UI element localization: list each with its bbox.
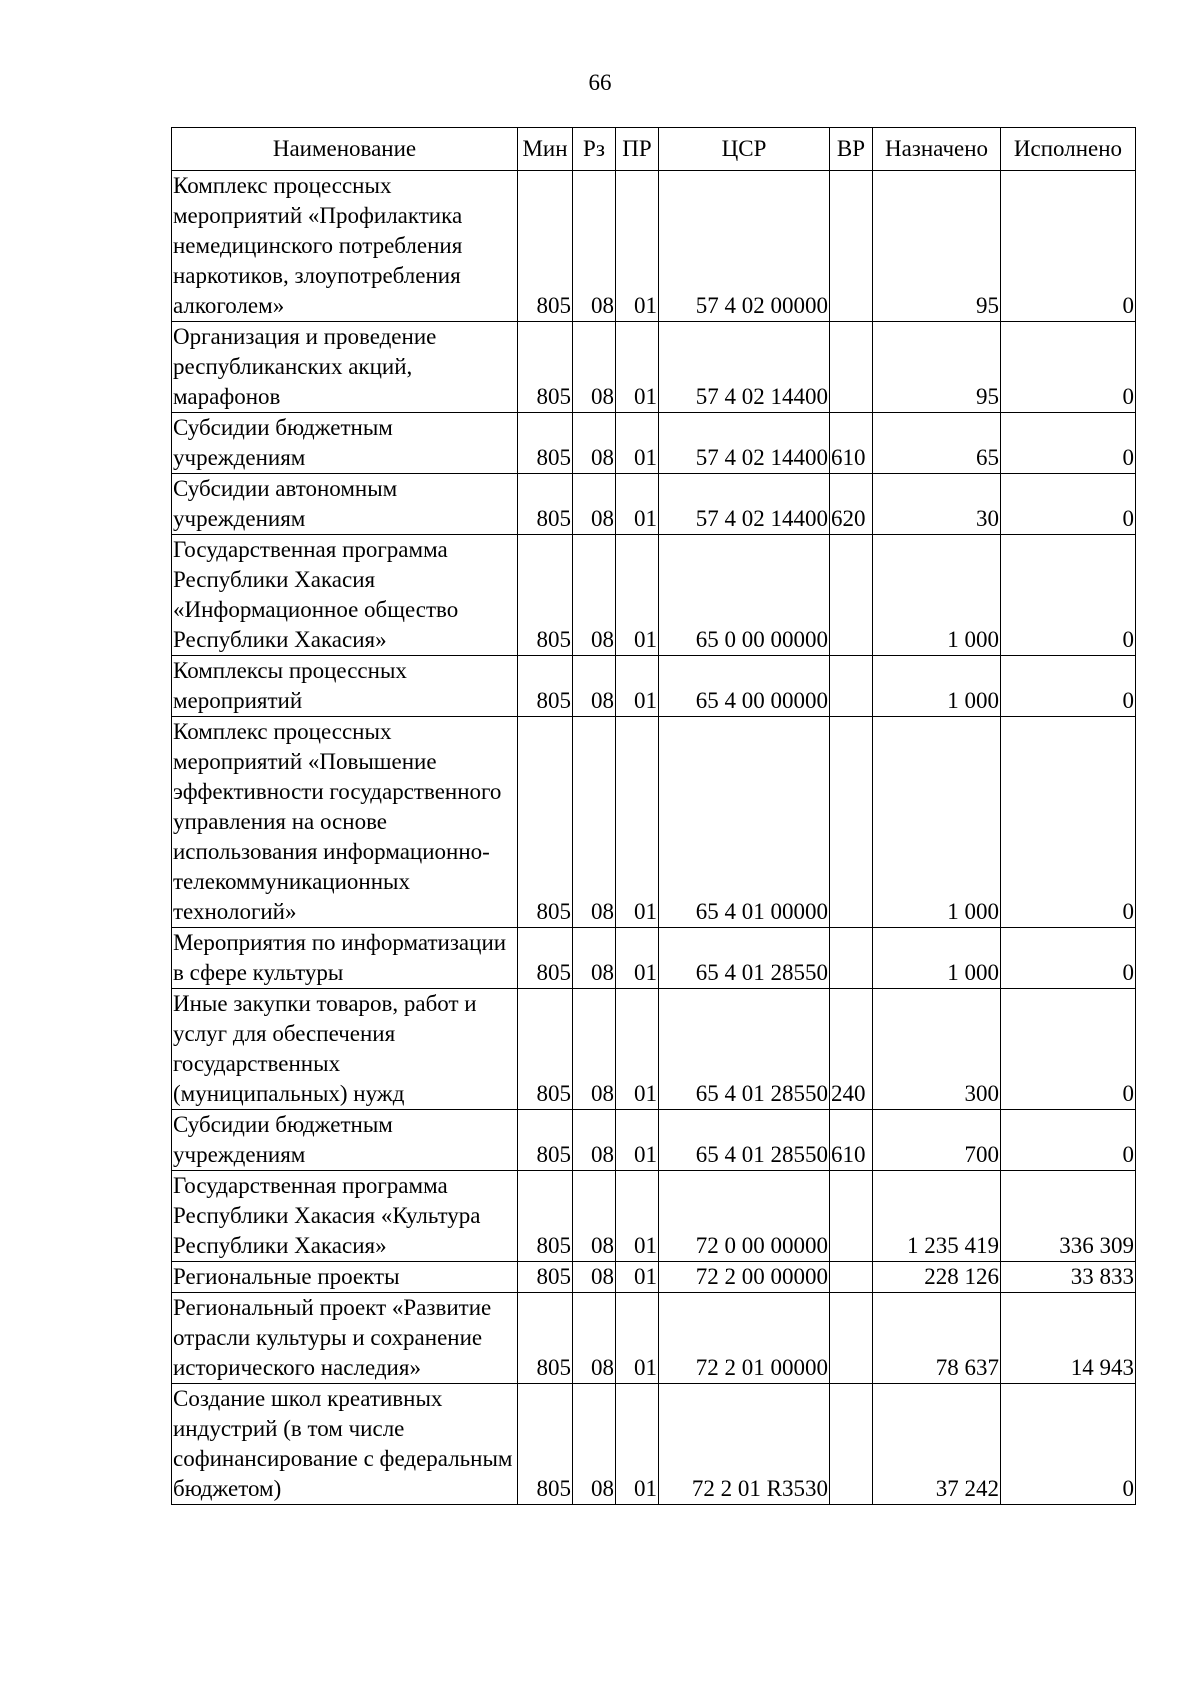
cell-name: Комплекс процессных мероприятий «Повышение эффективности государственного управления на основе использования информационно-телекоммуникационных технологий» xyxy=(172,717,518,928)
cell-rz: 08 xyxy=(573,474,616,535)
cell-executed: 33 833 xyxy=(1001,1262,1136,1293)
cell-pr: 01 xyxy=(616,474,659,535)
cell-rz: 08 xyxy=(573,535,616,656)
cell-assigned: 65 xyxy=(873,413,1001,474)
cell-pr: 01 xyxy=(616,322,659,413)
cell-executed: 0 xyxy=(1001,656,1136,717)
cell-min: 805 xyxy=(518,1262,573,1293)
header-pr: ПР xyxy=(616,128,659,171)
cell-assigned: 300 xyxy=(873,989,1001,1110)
cell-pr: 01 xyxy=(616,989,659,1110)
cell-executed: 14 943 xyxy=(1001,1293,1136,1384)
cell-pr: 01 xyxy=(616,717,659,928)
header-rz: Рз xyxy=(573,128,616,171)
table-row xyxy=(172,717,1136,928)
header-executed: Исполнено xyxy=(1001,128,1136,171)
cell-vr xyxy=(830,535,873,656)
cell-pr: 01 xyxy=(616,1262,659,1293)
cell-vr xyxy=(830,1384,873,1505)
cell-pr: 01 xyxy=(616,928,659,989)
cell-csr: 72 2 01 R3530 xyxy=(659,1384,830,1505)
cell-name: Региональные проекты xyxy=(172,1262,518,1293)
cell-min: 805 xyxy=(518,1293,573,1384)
table-row xyxy=(172,1110,1136,1171)
table-header-row xyxy=(172,128,1136,171)
cell-assigned: 700 xyxy=(873,1110,1001,1171)
cell-vr: 620 xyxy=(830,474,873,535)
cell-assigned: 1 000 xyxy=(873,717,1001,928)
cell-name: Субсидии бюджетным учреждениям xyxy=(172,413,518,474)
cell-executed: 0 xyxy=(1001,1384,1136,1505)
cell-vr xyxy=(830,1171,873,1262)
cell-executed: 0 xyxy=(1001,413,1136,474)
table-row xyxy=(172,989,1136,1110)
cell-csr: 57 4 02 00000 xyxy=(659,171,830,322)
cell-rz: 08 xyxy=(573,717,616,928)
cell-vr xyxy=(830,656,873,717)
cell-min: 805 xyxy=(518,1384,573,1505)
cell-executed: 0 xyxy=(1001,928,1136,989)
table-row xyxy=(172,1262,1136,1293)
cell-pr: 01 xyxy=(616,1110,659,1171)
cell-rz: 08 xyxy=(573,1171,616,1262)
cell-vr: 610 xyxy=(830,1110,873,1171)
cell-min: 805 xyxy=(518,474,573,535)
cell-vr: 610 xyxy=(830,413,873,474)
cell-csr: 72 0 00 00000 xyxy=(659,1171,830,1262)
cell-assigned: 228 126 xyxy=(873,1262,1001,1293)
cell-assigned: 1 235 419 xyxy=(873,1171,1001,1262)
cell-min: 805 xyxy=(518,1171,573,1262)
table-row xyxy=(172,322,1136,413)
header-csr: ЦСР xyxy=(659,128,830,171)
table-row xyxy=(172,1384,1136,1505)
cell-executed: 0 xyxy=(1001,1110,1136,1171)
cell-vr xyxy=(830,717,873,928)
header-assigned: Назначено xyxy=(873,128,1001,171)
cell-name: Создание школ креативных индустрий (в том числе софинансирование с федеральным бюджетом) xyxy=(172,1384,518,1505)
cell-rz: 08 xyxy=(573,1384,616,1505)
cell-rz: 08 xyxy=(573,1262,616,1293)
cell-name: Комплексы процессных мероприятий xyxy=(172,656,518,717)
budget-table xyxy=(171,127,1136,1505)
cell-name: Государственная программа Республики Хакасия «Информационное общество Республики Хакасия» xyxy=(172,535,518,656)
page-number: 66 xyxy=(588,70,612,95)
cell-pr: 01 xyxy=(616,535,659,656)
cell-executed: 0 xyxy=(1001,535,1136,656)
cell-rz: 08 xyxy=(573,989,616,1110)
cell-pr: 01 xyxy=(616,656,659,717)
cell-name: Организация и проведение республиканских акций, марафонов xyxy=(172,322,518,413)
cell-name: Субсидии бюджетным учреждениям xyxy=(172,1110,518,1171)
table-row xyxy=(172,413,1136,474)
table-body xyxy=(172,171,1136,1505)
cell-min: 805 xyxy=(518,928,573,989)
table-row xyxy=(172,474,1136,535)
cell-min: 805 xyxy=(518,535,573,656)
cell-name: Иные закупки товаров, работ и услуг для обеспечения государственных (муниципальных) нужд xyxy=(172,989,518,1110)
cell-name: Региональный проект «Развитие отрасли культуры и сохранение исторического наследия» xyxy=(172,1293,518,1384)
cell-csr: 65 0 00 00000 xyxy=(659,535,830,656)
table-row xyxy=(172,1171,1136,1262)
cell-name: Комплекс процессных мероприятий «Профилактика немедицинского потребления наркотиков, злоупотребления алкоголем» xyxy=(172,171,518,322)
cell-csr: 65 4 01 00000 xyxy=(659,717,830,928)
cell-assigned: 1 000 xyxy=(873,928,1001,989)
cell-rz: 08 xyxy=(573,928,616,989)
table-row xyxy=(172,656,1136,717)
cell-pr: 01 xyxy=(616,1171,659,1262)
table-row xyxy=(172,171,1136,322)
cell-rz: 08 xyxy=(573,171,616,322)
cell-name: Мероприятия по информатизации в сфере культуры xyxy=(172,928,518,989)
cell-vr xyxy=(830,322,873,413)
cell-rz: 08 xyxy=(573,1293,616,1384)
cell-csr: 57 4 02 14400 xyxy=(659,322,830,413)
cell-rz: 08 xyxy=(573,656,616,717)
cell-pr: 01 xyxy=(616,1384,659,1505)
cell-csr: 65 4 01 28550 xyxy=(659,989,830,1110)
cell-name: Субсидии автономным учреждениям xyxy=(172,474,518,535)
cell-min: 805 xyxy=(518,413,573,474)
cell-executed: 0 xyxy=(1001,171,1136,322)
cell-rz: 08 xyxy=(573,413,616,474)
table-row xyxy=(172,928,1136,989)
cell-assigned: 78 637 xyxy=(873,1293,1001,1384)
cell-min: 805 xyxy=(518,717,573,928)
cell-csr: 72 2 00 00000 xyxy=(659,1262,830,1293)
cell-min: 805 xyxy=(518,322,573,413)
cell-executed: 336 309 xyxy=(1001,1171,1136,1262)
cell-min: 805 xyxy=(518,171,573,322)
cell-assigned: 37 242 xyxy=(873,1384,1001,1505)
cell-vr xyxy=(830,928,873,989)
cell-csr: 65 4 01 28550 xyxy=(659,1110,830,1171)
cell-pr: 01 xyxy=(616,1293,659,1384)
cell-assigned: 95 xyxy=(873,171,1001,322)
cell-assigned: 1 000 xyxy=(873,656,1001,717)
cell-vr xyxy=(830,1262,873,1293)
cell-pr: 01 xyxy=(616,413,659,474)
cell-csr: 72 2 01 00000 xyxy=(659,1293,830,1384)
cell-assigned: 30 xyxy=(873,474,1001,535)
cell-pr: 01 xyxy=(616,171,659,322)
cell-executed: 0 xyxy=(1001,989,1136,1110)
cell-csr: 57 4 02 14400 xyxy=(659,474,830,535)
cell-executed: 0 xyxy=(1001,474,1136,535)
cell-executed: 0 xyxy=(1001,322,1136,413)
cell-csr: 65 4 00 00000 xyxy=(659,656,830,717)
cell-executed: 0 xyxy=(1001,717,1136,928)
header-vr: ВР xyxy=(830,128,873,171)
cell-vr xyxy=(830,1293,873,1384)
table-row xyxy=(172,1293,1136,1384)
header-name: Наименование xyxy=(172,128,518,171)
cell-rz: 08 xyxy=(573,1110,616,1171)
header-min: Мин xyxy=(518,128,573,171)
cell-min: 805 xyxy=(518,989,573,1110)
cell-name: Государственная программа Республики Хакасия «Культура Республики Хакасия» xyxy=(172,1171,518,1262)
cell-csr: 57 4 02 14400 xyxy=(659,413,830,474)
cell-assigned: 1 000 xyxy=(873,535,1001,656)
cell-vr: 240 xyxy=(830,989,873,1110)
cell-rz: 08 xyxy=(573,322,616,413)
cell-vr xyxy=(830,171,873,322)
cell-min: 805 xyxy=(518,1110,573,1171)
cell-assigned: 95 xyxy=(873,322,1001,413)
table-row xyxy=(172,535,1136,656)
cell-csr: 65 4 01 28550 xyxy=(659,928,830,989)
cell-min: 805 xyxy=(518,656,573,717)
